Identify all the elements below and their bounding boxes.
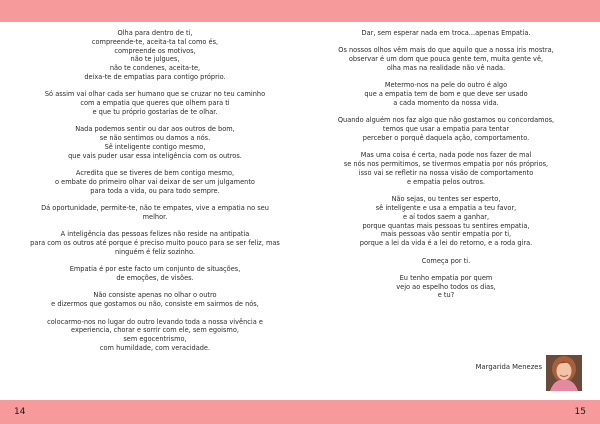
text-line: se não sentimos ou damos a nós. — [99, 134, 211, 143]
text-line: compreende os motivos, — [114, 46, 196, 55]
top-pink-band — [0, 0, 600, 22]
text-line: Mas uma coisa é certa, nada pode nos fazer de mal — [360, 151, 532, 160]
text-line: observar é um dom que pouca gente tem, muita gente vê, — [348, 55, 544, 64]
text-line: e aí todos saem a ganhar, — [402, 212, 490, 221]
text-line: que a empatia tem de bom e que deve ser usado — [364, 90, 528, 99]
text-line: com a empatia que queres que olhem para ti — [80, 99, 230, 108]
author-photo-icon — [546, 355, 582, 391]
text-line: compreende-te, aceita-ta tal como és, — [91, 37, 219, 46]
text-line: para com os outros até porque é preciso muito pouco para se ser feliz, mas — [30, 239, 280, 248]
text-line: o embate do primeiro olhar vai deixar de ser um julgamento — [55, 177, 255, 186]
author-photo — [546, 355, 582, 391]
text-line: experiencia, chorar e sorrir com ele, sem egoismo, — [71, 326, 239, 335]
text-line: de emoções, de visões. — [116, 274, 194, 283]
paragraph — [16, 265, 294, 283]
text-line: vejo ao espelho todos os dias, — [396, 282, 496, 291]
text-line: para toda a vida, ou para todo sempre. — [90, 186, 220, 195]
paragraph — [16, 90, 294, 116]
text-line: Acredita que se tiveres de bem contigo mesmo, — [75, 169, 235, 178]
text-line: deixa-te de empatias para contigo próprio. — [84, 72, 226, 81]
paragraph — [16, 230, 294, 256]
text-line: com humildade, com veracidade. — [99, 344, 211, 353]
text-line: olha mas na realidade não vê nada. — [386, 63, 506, 72]
text-line: Olha para dentro de ti, — [117, 29, 193, 37]
text-line: que vais puder usar essa inteligência com os outros. — [68, 151, 242, 160]
text-line: Não sejas, ou tentes ser esperto, — [391, 195, 501, 204]
text-line: porque quantas mais pessoas tu sentires empatia, — [362, 221, 530, 230]
text-line: isso vai se refletir na nossa visão de comportamento — [358, 168, 534, 177]
text-line: ninguém é feliz sozinho. — [114, 247, 196, 256]
text-line: e que tu próprio gostarias de te olhar. — [92, 107, 218, 116]
paragraph — [310, 81, 582, 107]
text-line: Sê inteligente contigo mesmo, — [104, 142, 206, 151]
text-line: porque a lei da vida é a lei do retorno, e a roda gira. — [359, 239, 533, 248]
text-line: Quando alguém nos faz algo que não gostamos ou concordamos, — [337, 116, 555, 125]
paragraph — [16, 29, 294, 82]
text-line: não te julgues, — [130, 55, 180, 64]
text-line: Eu tenho empatia por quem — [399, 273, 493, 282]
text-line: a cada momento da nossa vida. — [393, 98, 499, 107]
text-line: e empatia pelos outros. — [407, 177, 485, 186]
text-line: não te condenes, aceita-te, — [109, 64, 201, 73]
text-line: Os nossos olhos vêm mais do que aquilo que a nossa iris mostra, — [338, 46, 554, 55]
text-line: temos que usar a empatia para tentar — [382, 125, 510, 134]
text-line: e tu? — [437, 291, 455, 300]
text-line: sem egocentrismo, — [123, 335, 187, 344]
text-line: melhor. — [142, 212, 168, 221]
text-line: Não consiste apenas no olhar o outro — [93, 291, 217, 300]
paragraph — [310, 116, 582, 142]
text-line: perceber o porquê daquela ação, comportamento. — [362, 133, 530, 142]
page-number-left: 14 — [14, 407, 26, 417]
paragraph — [310, 29, 582, 38]
page-number-right: 15 — [574, 407, 586, 417]
text-line: Dá oportunidade, permite-te, não te empates, vive a empatia no seu — [41, 204, 269, 213]
text-line: Nada podemos sentir ou dar aos outros de bom, — [75, 125, 235, 134]
paragraph — [310, 257, 582, 266]
right-page-text — [310, 29, 582, 309]
text-line: mais pessoas vão sentir empatia por ti, — [380, 230, 512, 239]
text-line: se nós nos permitimos, se tivermos empatia por nós próprios, — [343, 160, 549, 169]
bottom-pink-band — [0, 400, 600, 424]
paragraph — [16, 125, 294, 160]
paragraph — [310, 195, 582, 248]
text-line: colocarmo-nos no lugar do outro levando toda a nossa vivência e — [47, 317, 263, 326]
text-line: Metermo-nos na pele do outro é algo — [384, 81, 508, 90]
paragraph — [16, 291, 294, 309]
text-line: Começa por ti. — [421, 256, 471, 265]
text-line: sê inteligente e usa a empatia a teu favor, — [375, 203, 517, 212]
paragraph — [16, 204, 294, 222]
text-line: e dizermos que gostamos ou não, consiste em sairmos de nós, — [51, 300, 259, 309]
text-line: A inteligência das pessoas felizes não reside na antipatia — [60, 230, 250, 239]
paragraph — [16, 169, 294, 195]
text-line: Só assim vai olhar cada ser humano que se cruzar no teu caminho — [44, 90, 266, 99]
text-line: Empatia é por este facto um conjunto de situações, — [69, 265, 241, 274]
author-name: Margarida Menezes — [475, 363, 542, 371]
left-page-text — [16, 29, 294, 361]
paragraph — [310, 46, 582, 72]
paragraph — [16, 318, 294, 353]
text-line: Dar, sem esperar nada em troca...apenas Empatia. — [361, 29, 531, 37]
paragraph — [310, 151, 582, 186]
paragraph — [310, 274, 582, 300]
